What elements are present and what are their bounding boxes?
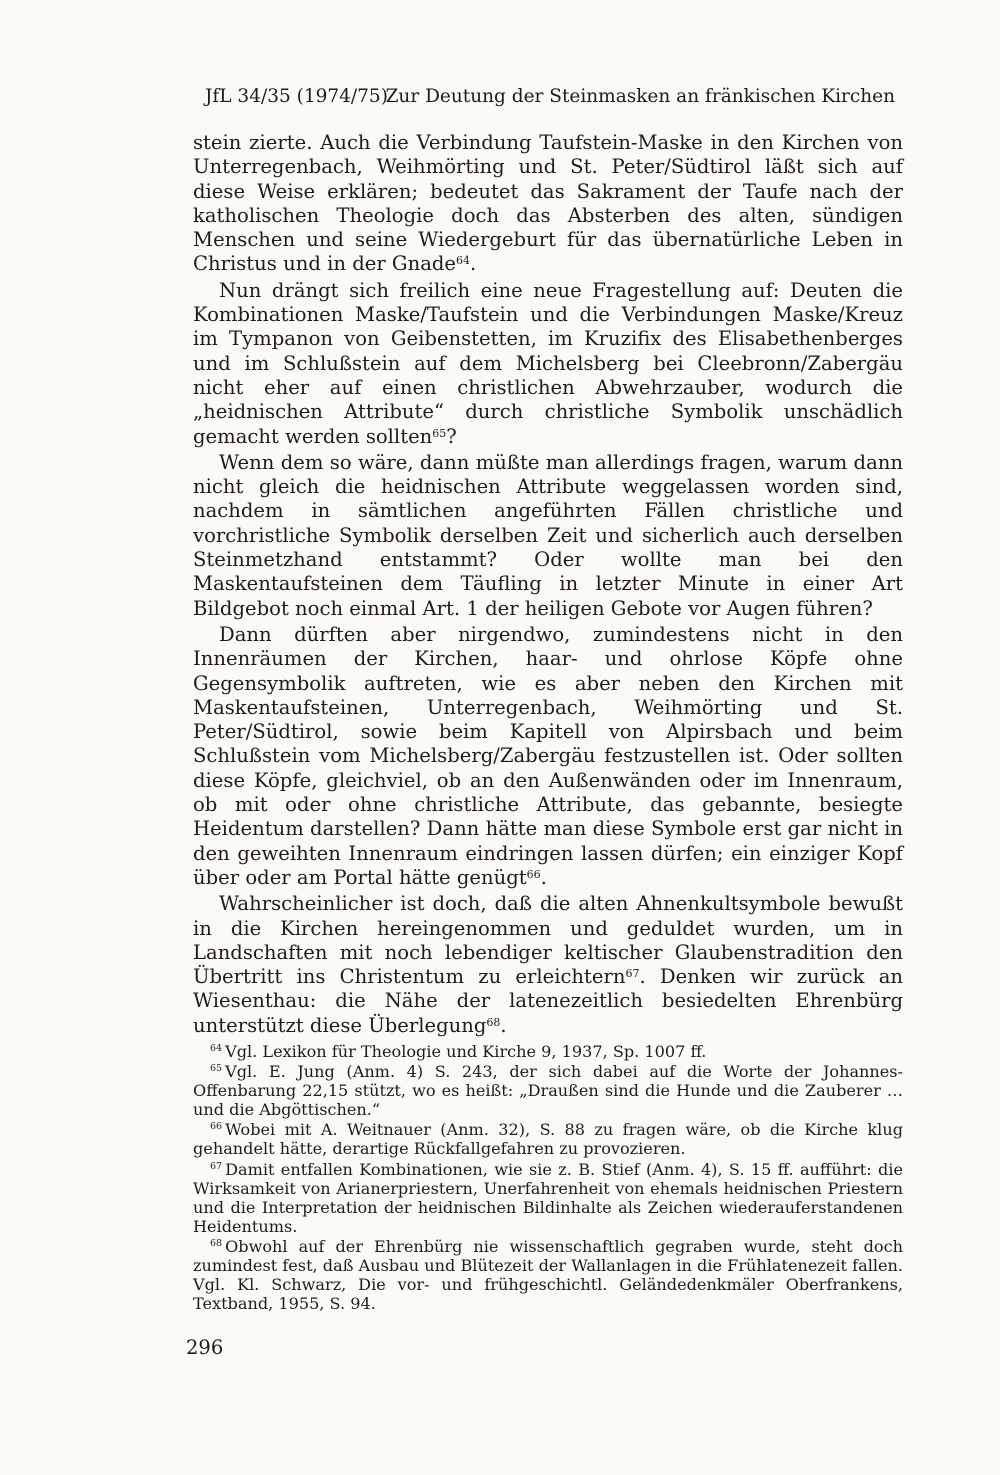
text-run: Nun drängt sich freilich eine neue Fragestellung auf: Deuten die Kombinationen Maske/Taufstein und die Verbindungen Maske/Kreuz im Tympanon von Geibenstetten, im Kruzifix des Elisabethenberges und im Schlußstein auf dem Michelsberg bei Cleebronn/Zabergäu nicht eher auf einen christlichen Abwehrzauber, wodurch die „heidnischen Attribute“ durch christliche Symbolik unschädlich gemacht werden sollten bbox=[193, 278, 903, 448]
footnote bbox=[193, 1042, 903, 1061]
paragraph bbox=[193, 892, 903, 1038]
journal-reference: JfL 34/35 (1974/75) bbox=[205, 86, 388, 107]
footnote-text: Damit entfallen Kombinationen, wie sie z. B. Stief (Anm. 4), S. 15 ff. aufführt: die Wirksamkeit von Arianerpriestern, Unerfahrenheit von ehemals heidnischen Priestern und die Interpretation der heidnischen Bildinhalte als Zeichen wiederauferstandenen Heidentums. bbox=[193, 1159, 903, 1236]
footnote-number: 67 bbox=[210, 1160, 223, 1172]
running-header bbox=[205, 86, 895, 116]
paragraph bbox=[193, 623, 903, 890]
page-number: 296 bbox=[186, 1336, 224, 1359]
footnotes bbox=[193, 1042, 903, 1314]
text-run: . bbox=[500, 1013, 507, 1037]
footnote-ref: 67 bbox=[625, 967, 640, 981]
text-run: Dann dürften aber nirgendwo, zumindestens nicht in den Innenräumen der Kirchen, haar- und ohrlose Köpfe ohne Gegensymbolik auftreten, wie es aber neben den Kirchen mit Maskentaufsteinen, Unterregenbach, Weihmörting und St. Peter/Südtirol, sowie beim Kapitell von Alpirsbach und beim Schlußstein vom Michelsberg/Zabergäu festzustellen ist. Oder sollten diese Köpfe, gleichviel, ob an den Außenwänden oder im Innenraum, ob mit oder ohne christliche Attribute, das gebannte, besiegte Heidentum darstellen? Dann hätte man diese Symbole erst gar nicht in den geweihten Innenraum eindringen lassen dürfen; ein einziger Kopf über oder am Portal hätte genügt bbox=[193, 622, 903, 889]
footnote-number: 64 bbox=[210, 1043, 223, 1054]
footnote-text: Obwohl auf der Ehrenbürg nie wissenschaftlich gegraben wurde, steht doch zumindest fest, daß Ausbau und Blütezeit der Wallanlagen in die Frühlatenezeit fallen. Vgl. Kl. Schwarz, Die vor- und frühgeschichtl. Geländedenkmäler Oberfrankens, Textband, 1955, S. 94. bbox=[193, 1236, 903, 1314]
footnote-text: Vgl. Lexikon für Theologie und Kirche 9, 1937, Sp. 1007 ff. bbox=[225, 1042, 707, 1061]
text-run: . Denken wir zurück an Wiesenthau: die Nähe der latenezeitlich besiedelten Ehrenbürg unterstützt diese Überlegung bbox=[193, 965, 903, 1037]
footnote-number: 65 bbox=[210, 1063, 223, 1075]
footnote-ref: 66 bbox=[526, 867, 541, 881]
article-title: Zur Deutung der Steinmasken an fränkischen Kirchen bbox=[385, 86, 895, 107]
text-run: Wahrscheinlicher ist doch, daß die alten Ahnenkultsymbole bewußt in die Kirchen hereingenommen und geduldet wurden, um in Landschaften mit noch lebendiger keltischer Glaubenstradition den Übertritt ins Christentum zu erleichtern bbox=[193, 892, 903, 989]
footnote-number: 68 bbox=[210, 1237, 223, 1249]
body-text bbox=[193, 131, 903, 1038]
footnote-text: Wobei mit A. Weitnauer (Anm. 32), S. 88 zu fragen wäre, ob die Kirche klug gehandelt hätte, derartige Rückfallgefahren zu provozieren. bbox=[193, 1120, 903, 1159]
footnote-text: Vgl. E. Jung (Anm. 4) S. 243, der sich dabei auf die Worte der Johannes-Offenbarung 22,15 stützt, wo es heißt: „Draußen sind die Hunde und die Zauberer … und die Abgöttischen.“ bbox=[193, 1062, 903, 1120]
paragraph bbox=[193, 131, 903, 277]
footnote bbox=[193, 1160, 903, 1236]
text-run: stein zierte. Auch die Verbindung Taufstein-Maske in den Kirchen von Unterregenbach, Weihmörting und St. Peter/Südtirol läßt sich auf diese Weise erklären; bedeutet das Sakrament der Taufe nach der katholischen Theologie doch das Absterben des alten, sündigen Menschen und seine Wiedergeburt für das übernatürliche Leben in Christus und in der Gnade bbox=[193, 131, 903, 276]
footnote-number: 66 bbox=[210, 1121, 223, 1133]
text-run: . bbox=[470, 252, 477, 276]
text-run: . bbox=[540, 865, 547, 889]
footnote-ref: 68 bbox=[486, 1015, 501, 1029]
paragraph bbox=[193, 279, 903, 449]
footnote bbox=[193, 1062, 903, 1119]
footnote bbox=[193, 1120, 903, 1158]
footnote bbox=[193, 1237, 903, 1313]
text-run: Wenn dem so wäre, dann müßte man allerdings fragen, warum dann nicht gleich die heidnischen Attribute weggelassen worden sind, nachdem in sämtlichen angeführten Fällen christliche und vorchristliche Symbolik derselben Zeit und sicherlich auch derselben Steinmetzhand entstammt? Oder wollte man bei den Maskentaufsteinen dem Täufling in letzter Minute in einer Art Bildgebot noch einmal Art. 1 der heiligen Gebote vor Augen führen? bbox=[193, 450, 903, 620]
paragraph bbox=[193, 451, 903, 621]
footnote-ref: 64 bbox=[456, 254, 471, 268]
footnote-ref: 65 bbox=[432, 426, 447, 440]
text-run: ? bbox=[446, 424, 457, 448]
